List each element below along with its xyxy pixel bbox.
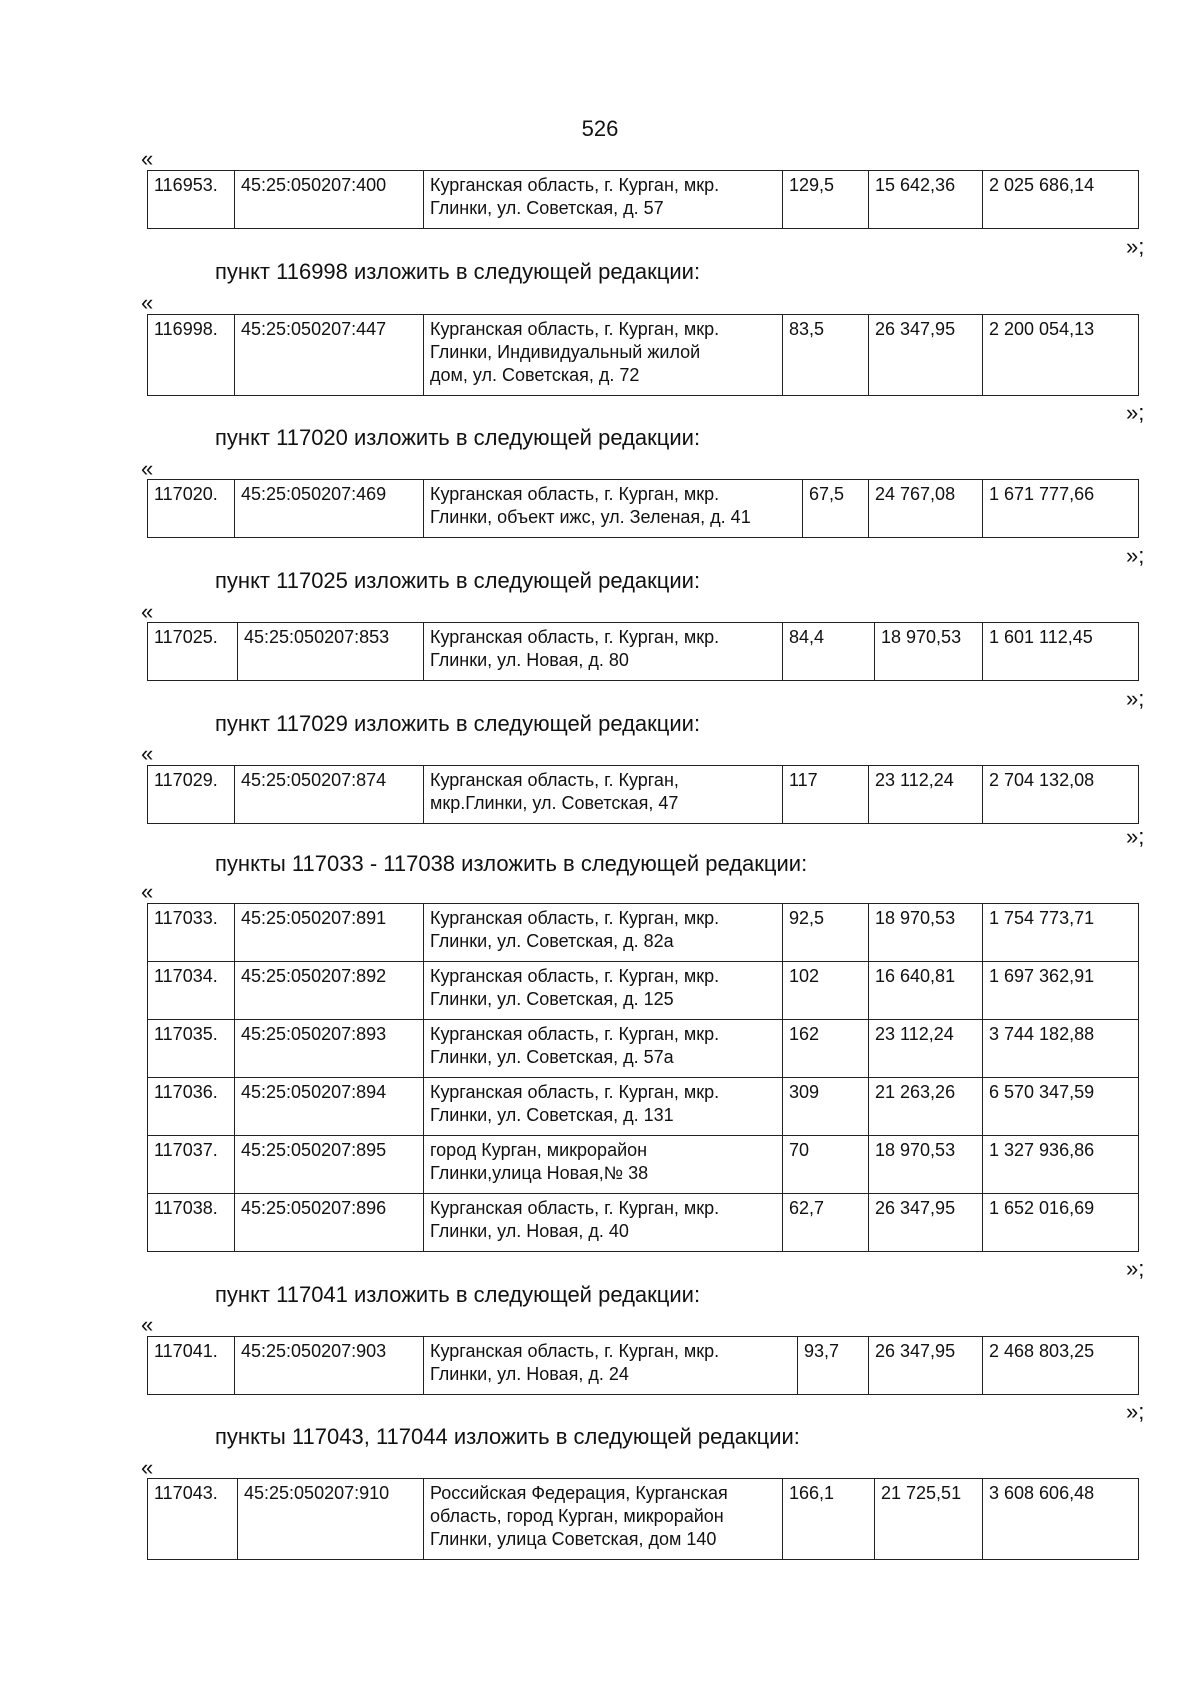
quote-open: « — [141, 1455, 154, 1480]
quote-open: « — [141, 741, 154, 766]
address — [424, 962, 783, 1020]
area: 309 — [783, 1078, 869, 1136]
value: 1 601 112,45 — [983, 623, 1139, 681]
address-line: Курганская область, г. Курган, мкр. — [430, 1198, 720, 1218]
table-row — [148, 623, 1139, 681]
address-line: Курганская область, г. Курган, мкр. — [430, 319, 720, 339]
page-number: 526 — [581, 116, 619, 141]
quote-close: »; — [1126, 1256, 1145, 1281]
row-number: 116998. — [148, 315, 235, 396]
address-line: Курганская область, г. Курган, мкр. — [430, 1341, 720, 1361]
quote-open: « — [141, 290, 154, 315]
row-number: 117038. — [148, 1194, 235, 1252]
address — [424, 766, 783, 824]
rate: 23 112,24 — [869, 766, 983, 824]
rate: 18 970,53 — [875, 623, 983, 681]
rate: 26 347,95 — [869, 1194, 983, 1252]
address-line: Курганская область, г. Курган, мкр. — [430, 1024, 720, 1044]
section-heading: пункт 117029 изложить в следующей редакции: — [215, 711, 701, 736]
address — [424, 1136, 783, 1194]
area: 166,1 — [783, 1479, 875, 1560]
address-line: Глинки, объект ижс, ул. Зеленая, д. 41 — [430, 507, 751, 527]
table-row — [148, 766, 1139, 824]
address-line: дом, ул. Советская, д. 72 — [430, 365, 640, 385]
record-table — [147, 765, 1139, 824]
address — [424, 1194, 783, 1252]
table-row — [148, 1479, 1139, 1560]
value: 3 744 182,88 — [983, 1020, 1139, 1078]
area: 67,5 — [803, 480, 869, 538]
table-row — [148, 1337, 1139, 1395]
value: 2 468 803,25 — [983, 1337, 1139, 1395]
rate: 26 347,95 — [869, 1337, 983, 1395]
row-number: 117020. — [148, 480, 235, 538]
address-line: Глинки, Индивидуальный жилой — [430, 342, 701, 362]
address-line: Глинки, ул. Советская, д. 82а — [430, 931, 674, 951]
section-heading: пункт 117041 изложить в следующей редакции: — [215, 1282, 701, 1307]
record-table — [147, 1478, 1139, 1560]
rate: 24 767,08 — [869, 480, 983, 538]
table-row — [148, 962, 1139, 1020]
rate: 21 725,51 — [875, 1479, 983, 1560]
address-line: Глинки, улица Советская, дом 140 — [430, 1529, 717, 1549]
table-row — [148, 1020, 1139, 1078]
value: 2 704 132,08 — [983, 766, 1139, 824]
section-heading: пункт 117020 изложить в следующей редакции: — [215, 425, 701, 450]
row-number: 117035. — [148, 1020, 235, 1078]
value: 6 570 347,59 — [983, 1078, 1139, 1136]
address — [424, 1078, 783, 1136]
address — [424, 1337, 798, 1395]
address-line: Курганская область, г. Курган, мкр. — [430, 175, 720, 195]
table-row — [148, 1194, 1139, 1252]
rate: 18 970,53 — [869, 904, 983, 962]
cadastral-number: 45:25:050207:895 — [235, 1136, 424, 1194]
address-line: область, город Курган, микрорайон — [430, 1506, 724, 1526]
cadastral-number: 45:25:050207:469 — [235, 480, 424, 538]
quote-close: »; — [1126, 234, 1145, 259]
cadastral-number: 45:25:050207:853 — [238, 623, 424, 681]
address — [424, 1479, 783, 1560]
record-table — [147, 903, 1139, 1252]
address — [424, 623, 783, 681]
rate: 16 640,81 — [869, 962, 983, 1020]
address-line: Глинки, ул. Советская, д. 131 — [430, 1105, 674, 1125]
quote-close: »; — [1126, 543, 1145, 568]
value: 2 200 054,13 — [983, 315, 1139, 396]
area: 92,5 — [783, 904, 869, 962]
row-number: 117025. — [148, 623, 238, 681]
rate: 15 642,36 — [869, 171, 983, 229]
table-row — [148, 904, 1139, 962]
quote-close: »; — [1126, 1399, 1145, 1424]
address-line: Курганская область, г. Курган, мкр. — [430, 908, 720, 928]
address-line: Курганская область, г. Курган, — [430, 770, 679, 790]
address — [424, 171, 783, 229]
area: 102 — [783, 962, 869, 1020]
section-heading: пункт 116998 изложить в следующей редакции: — [215, 259, 701, 284]
value: 1 754 773,71 — [983, 904, 1139, 962]
address-line: Глинки, ул. Новая, д. 24 — [430, 1364, 629, 1384]
table-row — [148, 1136, 1139, 1194]
rate: 23 112,24 — [869, 1020, 983, 1078]
row-number: 116953. — [148, 171, 235, 229]
row-number: 117034. — [148, 962, 235, 1020]
address-line: Курганская область, г. Курган, мкр. — [430, 1082, 720, 1102]
address — [424, 1020, 783, 1078]
address-line: Глинки,улица Новая,№ 38 — [430, 1163, 649, 1183]
area: 129,5 — [783, 171, 869, 229]
table-row — [148, 1078, 1139, 1136]
value: 1 697 362,91 — [983, 962, 1139, 1020]
quote-open: « — [141, 146, 154, 171]
cadastral-number: 45:25:050207:874 — [235, 766, 424, 824]
cadastral-number: 45:25:050207:910 — [238, 1479, 424, 1560]
row-number: 117029. — [148, 766, 235, 824]
row-number: 117033. — [148, 904, 235, 962]
address-line: Глинки, ул. Советская, д. 57а — [430, 1047, 674, 1067]
address-line: Глинки, ул. Новая, д. 40 — [430, 1221, 629, 1241]
value: 3 608 606,48 — [983, 1479, 1139, 1560]
address-line: Глинки, ул. Советская, д. 57 — [430, 198, 664, 218]
table-row — [148, 171, 1139, 229]
quote-close: »; — [1126, 686, 1145, 711]
address-line: Курганская область, г. Курган, мкр. — [430, 627, 720, 647]
record-table — [147, 479, 1139, 538]
cadastral-number: 45:25:050207:400 — [235, 171, 424, 229]
address-line: Курганская область, г. Курган, мкр. — [430, 484, 720, 504]
rate: 21 263,26 — [869, 1078, 983, 1136]
section-heading: пункт 117025 изложить в следующей редакции: — [215, 568, 701, 593]
quote-open: « — [141, 599, 154, 624]
value: 1 652 016,69 — [983, 1194, 1139, 1252]
cadastral-number: 45:25:050207:894 — [235, 1078, 424, 1136]
table-row — [148, 315, 1139, 396]
quote-open: « — [141, 456, 154, 481]
address — [424, 904, 783, 962]
quote-close: »; — [1126, 824, 1145, 849]
address-line: Российская Федерация, Курганская — [430, 1483, 728, 1503]
address — [424, 480, 803, 538]
row-number: 117043. — [148, 1479, 238, 1560]
section-heading: пункты 117043, 117044 изложить в следующей редакции: — [215, 1424, 800, 1449]
value: 1 671 777,66 — [983, 480, 1139, 538]
record-table — [147, 170, 1139, 229]
row-number: 117041. — [148, 1337, 235, 1395]
area: 117 — [783, 766, 869, 824]
area: 62,7 — [783, 1194, 869, 1252]
area: 84,4 — [783, 623, 875, 681]
quote-open: « — [141, 879, 154, 904]
cadastral-number: 45:25:050207:903 — [235, 1337, 424, 1395]
record-table — [147, 622, 1139, 681]
address — [424, 315, 783, 396]
rate: 18 970,53 — [869, 1136, 983, 1194]
quote-open: « — [141, 1312, 154, 1337]
cadastral-number: 45:25:050207:447 — [235, 315, 424, 396]
address-line: мкр.Глинки, ул. Советская, 47 — [430, 793, 679, 813]
area: 70 — [783, 1136, 869, 1194]
record-table — [147, 1336, 1139, 1395]
address-line: Курганская область, г. Курган, мкр. — [430, 966, 720, 986]
row-number: 117037. — [148, 1136, 235, 1194]
address-line: город Курган, микрорайон — [430, 1140, 648, 1160]
rate: 26 347,95 — [869, 315, 983, 396]
cadastral-number: 45:25:050207:892 — [235, 962, 424, 1020]
area: 93,7 — [798, 1337, 869, 1395]
row-number: 117036. — [148, 1078, 235, 1136]
section-heading: пункты 117033 - 117038 изложить в следующей редакции: — [215, 851, 808, 876]
value: 2 025 686,14 — [983, 171, 1139, 229]
area: 162 — [783, 1020, 869, 1078]
address-line: Глинки, ул. Новая, д. 80 — [430, 650, 629, 670]
record-table — [147, 314, 1139, 396]
table-row — [148, 480, 1139, 538]
value: 1 327 936,86 — [983, 1136, 1139, 1194]
address-line: Глинки, ул. Советская, д. 125 — [430, 989, 674, 1009]
cadastral-number: 45:25:050207:893 — [235, 1020, 424, 1078]
cadastral-number: 45:25:050207:891 — [235, 904, 424, 962]
area: 83,5 — [783, 315, 869, 396]
quote-close: »; — [1126, 400, 1145, 425]
cadastral-number: 45:25:050207:896 — [235, 1194, 424, 1252]
